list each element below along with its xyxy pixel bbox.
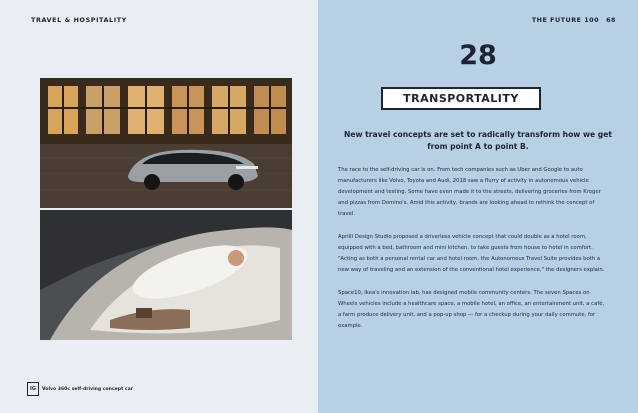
brand-logo: IG <box>27 382 39 396</box>
section-label: TRAVEL & HOSPITALITY <box>31 16 127 24</box>
photo-caption: Volvo 360c self-driving concept car <box>42 387 133 392</box>
car-interior-photo <box>40 210 292 340</box>
paragraph-1: The race to the self-driving car is on. From tech companies such as Uber and Google to auto manufacturers like Volvo, Toyota and Audi, 2018 saw a flurry of activity in autonomous vehicle development and testing. Some have even made it to the streets, delivering groceries from Kroger and pizzas from Domino's. Amid this activity, brands are looking ahead to rethink the concept of travel. <box>338 167 601 217</box>
page-number: 68 <box>606 16 616 24</box>
paragraph-2: Aprilli Design Studio proposed a driverless vehicle concept that could double as a hotel room, equipped with a bed, bathroom and mini kitchen, to take guests from house to hotel in comfort. "Acting as both a personal rental car and hotel room, the Autonomous Travel Suite provides both a new way of traveling and an extension of the conventional hotel experience," the designers explain. <box>338 234 605 273</box>
report-title: THE FUTURE 100 <box>531 16 600 24</box>
running-header <box>525 16 616 24</box>
article-body <box>338 165 606 344</box>
trend-number: 28 <box>459 40 497 71</box>
trend-title: TRANSPORTALITY <box>381 87 541 110</box>
paragraph-3: Space10, Ikea's innovation lab, has designed mobile community centers. The seven Spaces on Wheels vehicles include a healthcare space, a mobile hotel, an office, an entertainment unit, a café, a farm produce delivery unit, and a pop-up shop — for a checkup during your daily commute, for example. <box>338 290 605 329</box>
car-exterior-photo <box>40 78 292 208</box>
trend-subtitle: New travel concepts are set to radically transform how we get from point A to point B. <box>343 130 612 151</box>
